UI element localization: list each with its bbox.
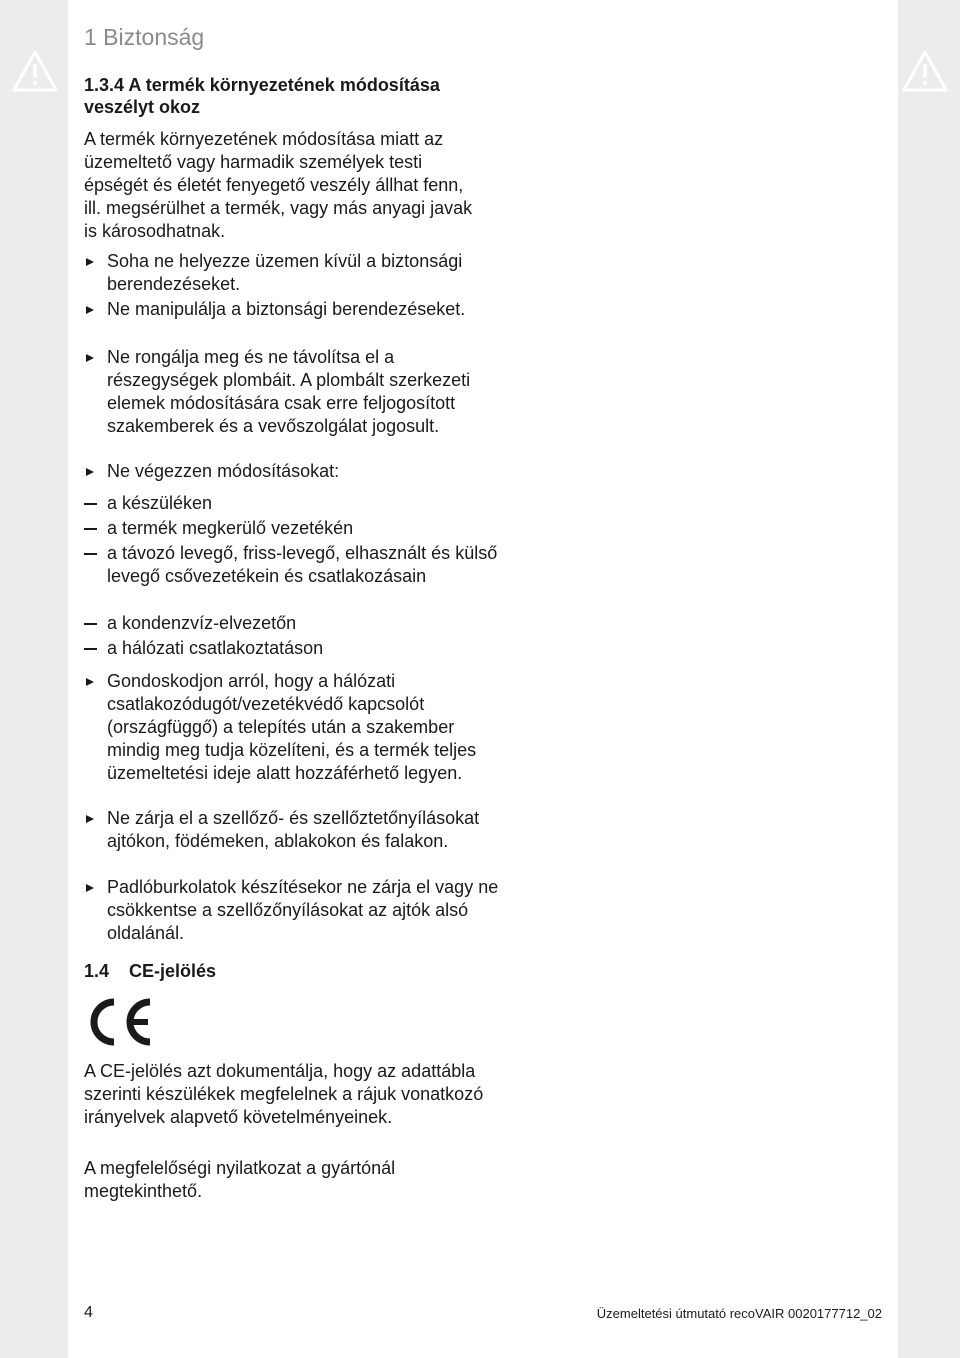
left-margin-strip xyxy=(0,0,68,1358)
dash-text: a készüléken xyxy=(107,493,213,513)
intro-paragraph: A termék környezetének módosítása miatt az üzemeltető vagy harmadik személyek testi épségét és életét fenyegető veszély állhat fenn, ill. megsérülhet a termék, vagy más anyagi javak is károsodhatnak. xyxy=(84,129,473,241)
dash-marker xyxy=(84,503,97,505)
dash-list-item xyxy=(84,492,499,515)
list-item xyxy=(84,807,499,853)
bullet-text: Gondoskodjon arról, hogy a hálózati csatlakozódugót/vezetékvédő kapcsolót (országfüggő) a telepítés után a szakember mindig meg tudja közelíteni, és a termék teljes üzemeltetési ideje alatt hozzáférhető legyen. xyxy=(107,671,477,783)
subsection-number: 1.3.4 xyxy=(84,75,125,95)
dash-marker xyxy=(84,553,97,555)
bullet-triangle-icon xyxy=(86,306,94,314)
dash-text: a távozó levegő, friss-levegő, elhasznált és külső levegő csővezetékein és csatlakozásain xyxy=(107,543,498,586)
bullet-triangle-icon xyxy=(86,354,94,362)
dash-marker xyxy=(84,623,97,625)
dash-text: a termék megkerülő vezetékén xyxy=(107,518,354,538)
page-number: 4 xyxy=(84,1304,93,1321)
document-page xyxy=(68,0,898,1358)
dash-list-item xyxy=(84,542,499,588)
dash-text: a kondenzvíz-elvezetőn xyxy=(107,613,297,633)
dash-marker xyxy=(84,648,97,650)
section-header: 1 Biztonság xyxy=(84,24,205,50)
warning-triangle-icon xyxy=(902,50,948,92)
bullet-triangle-icon xyxy=(86,468,94,476)
ce-mark-logo xyxy=(84,994,156,1050)
bullet-text: Ne zárja el a szellőző- és szellőztetőnyílásokat ajtókon, födémeken, ablakokon és falakon. xyxy=(107,808,480,851)
bullet-triangle-icon xyxy=(86,815,94,823)
bullet-text: Soha ne helyezze üzemen kívül a biztonsági berendezéseket. xyxy=(107,251,463,294)
ce-section-number: 1.4 xyxy=(84,961,110,981)
subsection-heading xyxy=(84,74,484,118)
list-item xyxy=(84,346,499,438)
ce-section-heading xyxy=(84,960,216,982)
bullet-text: Ne manipulálja a biztonsági berendezéseket. xyxy=(107,299,466,319)
ce-section-title: CE-jelölés xyxy=(129,961,217,981)
bullet-triangle-icon xyxy=(86,678,94,686)
dash-list-item xyxy=(84,637,499,660)
list-item xyxy=(84,250,499,296)
dash-list-item xyxy=(84,612,499,635)
bullet-text: Ne végezzen módosításokat: xyxy=(107,461,340,481)
dash-list-item xyxy=(84,517,499,540)
right-margin-strip xyxy=(892,0,960,1358)
subsection-title: A termék környezetének módosítása veszélyt okoz xyxy=(84,75,440,117)
list-item xyxy=(84,298,499,321)
document-reference: Üzemeltetési útmutató recoVAIR 0020177712_02 xyxy=(596,1306,882,1321)
bullet-text: Ne rongálja meg és ne távolítsa el a részegységek plombáit. A plombált szerkezeti elemek módosítására csak erre feljogosított szakemberek és a vevőszolgálat jogosult. xyxy=(107,347,471,436)
bullet-text: Padlóburkolatok készítésekor ne zárja el vagy ne csökkentse a szellőzőnyílásokat az ajtók alsó oldalánál. xyxy=(107,877,499,943)
list-item xyxy=(84,876,499,945)
bullet-triangle-icon xyxy=(86,884,94,892)
bullet-triangle-icon xyxy=(86,258,94,266)
list-item xyxy=(84,670,499,785)
dash-text: a hálózati csatlakoztatáson xyxy=(107,638,324,658)
list-item xyxy=(84,460,499,483)
ce-paragraph: A CE-jelölés azt dokumentálja, hogy az adattábla szerinti készülékek megfelelnek a rájuk vonatkozó irányelvek alapvető követelményeinek. xyxy=(84,1061,484,1127)
conformity-paragraph: A megfelelőségi nyilatkozat a gyártónál megtekinthető. xyxy=(84,1158,396,1201)
dash-marker xyxy=(84,528,97,530)
warning-triangle-icon xyxy=(12,50,58,92)
